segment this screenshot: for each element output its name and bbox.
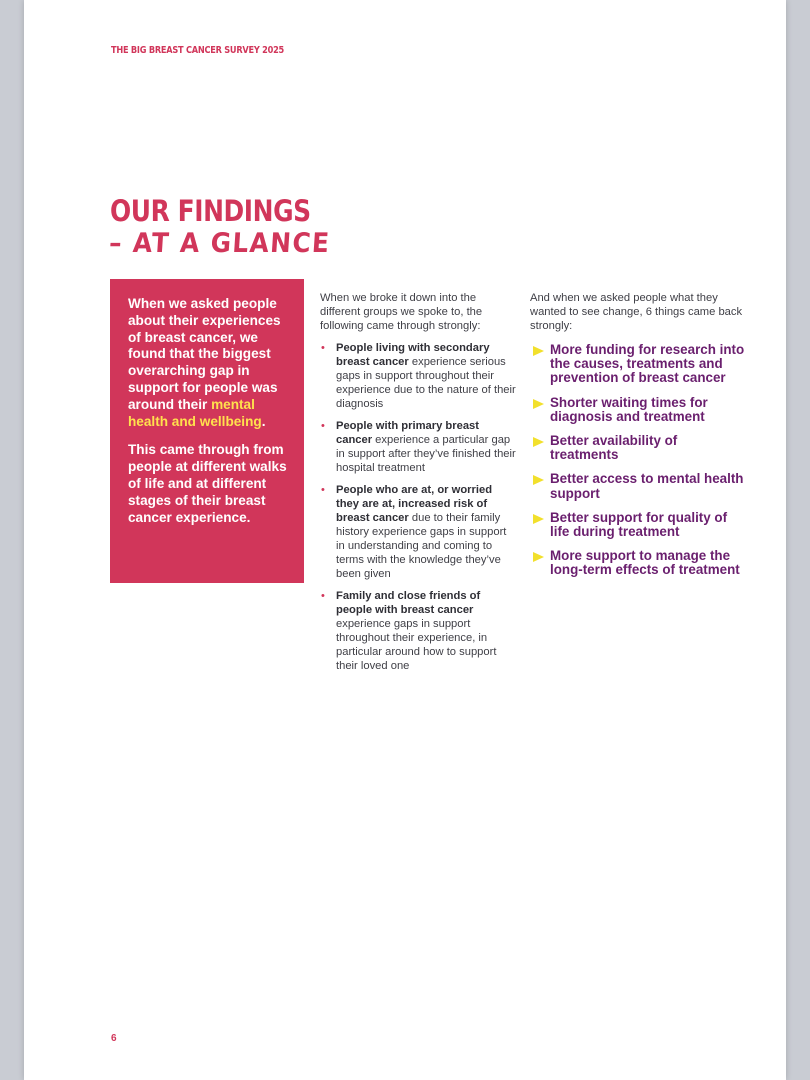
summary-callout-box bbox=[110, 279, 304, 583]
list-item bbox=[530, 434, 745, 462]
item-bold: Family and close friends of people with breast cancer bbox=[336, 590, 481, 616]
list-item bbox=[530, 343, 745, 386]
changes-column bbox=[530, 291, 745, 588]
change-text: Better availability of treatments bbox=[550, 433, 678, 463]
dot-bullet-icon: • bbox=[321, 484, 325, 496]
item-text: experience gaps in support throughout their experience, in particular around how to support their loved one bbox=[336, 618, 497, 672]
list-item bbox=[530, 396, 745, 424]
change-text: More support to manage the long-term effects of treatment bbox=[550, 548, 740, 578]
item-text: experience a particular gap in support after they’ve finished their hospital treatment bbox=[336, 434, 516, 474]
yellow-triangle-arrow-icon bbox=[531, 344, 545, 358]
groups-list bbox=[320, 341, 518, 673]
heading-line-2: – AT A GLANCE bbox=[108, 228, 332, 259]
change-text: Shorter waiting times for diagnosis and treatment bbox=[550, 394, 708, 424]
list-item bbox=[320, 589, 518, 673]
list-item bbox=[320, 341, 518, 411]
dot-bullet-icon: • bbox=[321, 420, 325, 432]
dot-bullet-icon: • bbox=[321, 342, 325, 354]
running-title: THE BIG BREAST CANCER SURVEY 2025 bbox=[111, 45, 285, 56]
groups-intro: When we broke it down into the different groups we spoke to, the following came through strongly: bbox=[320, 292, 483, 332]
yellow-triangle-arrow-icon bbox=[531, 397, 545, 411]
callout-paragraph-1 bbox=[128, 296, 294, 430]
heading-line-1: OUR FINDINGS bbox=[110, 194, 311, 228]
list-item bbox=[530, 472, 745, 500]
list-item bbox=[320, 483, 518, 581]
change-text: Better support for quality of life during treatment bbox=[550, 509, 728, 540]
change-text: Better access to mental health support bbox=[550, 471, 744, 501]
item-bold: People who are at, or worried they are at, increased risk of breast cancer bbox=[336, 484, 493, 524]
page-heading bbox=[108, 194, 350, 259]
changes-list bbox=[530, 343, 745, 578]
callout-paragraph-2: This came through from people at different walks of life and at different stages of their breast cancer experience. bbox=[128, 442, 287, 525]
document-page bbox=[24, 0, 786, 1080]
callout-text: When we asked people about their experiences of breast cancer, we found that the biggest overarching gap in support for people was around their bbox=[128, 296, 281, 412]
yellow-triangle-arrow-icon bbox=[531, 435, 545, 449]
yellow-triangle-arrow-icon bbox=[531, 550, 545, 564]
item-text: experience serious gaps in support throughout their experience due to the nature of their diagnosis bbox=[336, 356, 516, 410]
list-item bbox=[530, 549, 745, 577]
callout-highlight: mental health and wellbeing bbox=[128, 396, 262, 429]
yellow-triangle-arrow-icon bbox=[531, 473, 545, 487]
callout-text-end: . bbox=[261, 413, 266, 429]
change-text: More funding for research into the causes, treatments and prevention of breast cancer bbox=[550, 342, 745, 386]
yellow-triangle-arrow-icon bbox=[531, 512, 545, 526]
item-bold: People with primary breast cancer bbox=[336, 420, 479, 446]
page-number: 6 bbox=[111, 1033, 117, 1044]
list-item bbox=[530, 511, 745, 539]
item-bold: People living with secondary breast cancer bbox=[336, 342, 490, 368]
item-text: due to their family history experience gaps in support in understanding and coming to terms with the knowledge they’ve been given bbox=[336, 512, 507, 580]
changes-intro: And when we asked people what they wanted to see change, 6 things came back strongly: bbox=[530, 292, 743, 332]
list-item bbox=[320, 419, 518, 475]
groups-column bbox=[320, 291, 518, 681]
dot-bullet-icon: • bbox=[321, 590, 325, 602]
